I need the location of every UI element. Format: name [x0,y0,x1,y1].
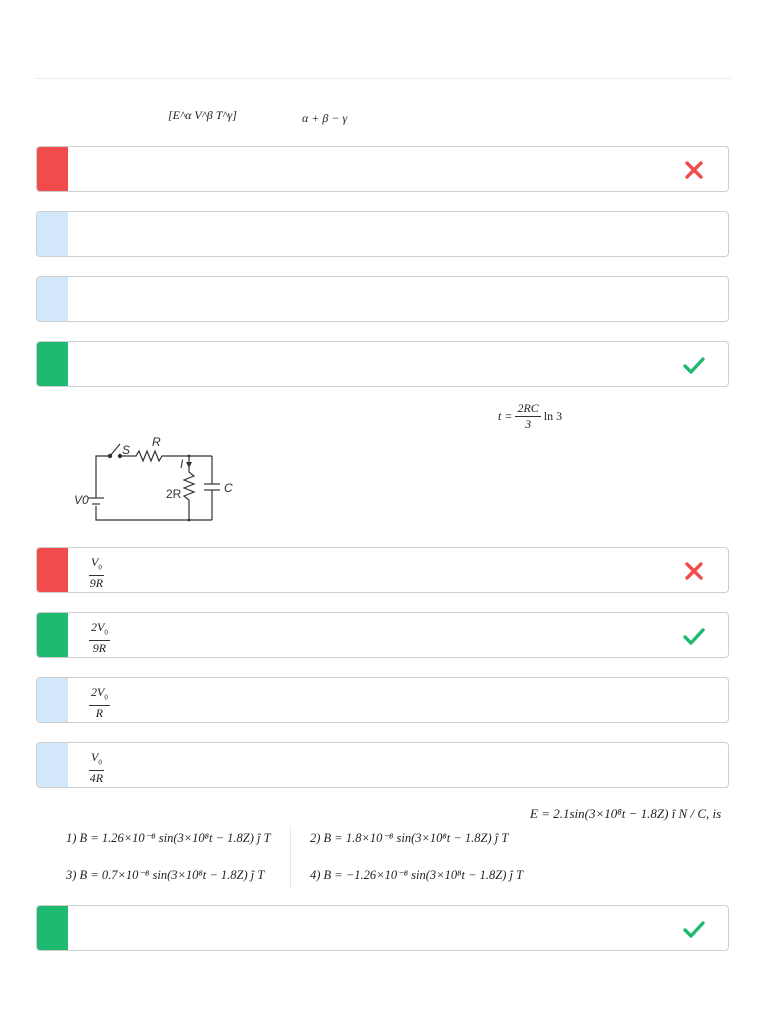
time-tail: ln 3 [543,409,563,423]
cross-icon [682,158,706,182]
cross-icon [682,559,706,583]
q1-option-4[interactable] [36,341,729,387]
label-resistor-r: R [152,435,161,449]
time-numerator: 2RC [517,401,539,415]
q1-option-3[interactable] [36,276,729,322]
option-fraction: $\frac{2V_0}{R}$ [91,685,108,721]
q2-time-expression [498,402,562,431]
option-status-bar [37,678,68,722]
q3-electric-field-expression: E = 2.1sin(3×10⁸t − 1.8Z) î N / C, is [530,806,722,821]
label-capacitor: C [224,481,233,495]
q3-choice-1: 1) B = 1.26×10⁻⁸ sin(3×10⁸t − 1.8Z) ĵ T [66,831,271,845]
label-switch: S [122,443,131,457]
option-status-bar [37,548,68,592]
check-icon [682,917,706,941]
q2-option-3[interactable] [36,677,729,723]
time-lhs: t = [498,409,513,423]
q3-choice-2: 2) B = 1.8×10⁻⁸ sin(3×10⁸t − 1.8Z) ĵ T [310,831,509,845]
option-fraction: $\frac{V_0}{9R}$ [89,555,104,591]
q1-asked-expression: α + β − γ [302,111,348,125]
label-source: V0 [74,493,89,507]
option-status-bar [37,342,68,386]
label-resistor-2r: 2R [166,487,182,501]
q2-option-4[interactable] [36,742,729,788]
q3-choice-4: 4) B = −1.26×10⁻⁸ sin(3×10⁸t − 1.8Z) ĵ T [310,868,524,882]
time-denominator: 3 [525,417,532,431]
option-status-bar [37,613,68,657]
label-current: I [180,457,184,471]
rc-circuit-diagram [72,432,242,524]
option-status-bar [37,906,68,950]
q3-choice-3: 3) B = 0.7×10⁻⁸ sin(3×10⁸t − 1.8Z) ĵ T [66,868,265,882]
q3-option-1[interactable] [36,905,729,951]
q1-dimension-expression: [E^α V^β T^γ] [168,108,237,122]
q2-option-1[interactable] [36,547,729,593]
option-status-bar [37,212,68,256]
q2-option-2[interactable] [36,612,729,658]
q1-option-2[interactable] [36,211,729,257]
q1-option-1[interactable] [36,146,729,192]
option-fraction: $\frac{2V_0}{9R}$ [91,620,108,656]
top-divider [36,78,731,79]
time-fraction [515,402,540,431]
option-status-bar [37,147,68,191]
option-status-bar [37,743,68,787]
q3-choices [66,822,566,890]
check-icon [682,353,706,377]
option-status-bar [37,277,68,321]
check-icon [682,624,706,648]
option-fraction: $\frac{V_0}{4R}$ [89,750,104,786]
